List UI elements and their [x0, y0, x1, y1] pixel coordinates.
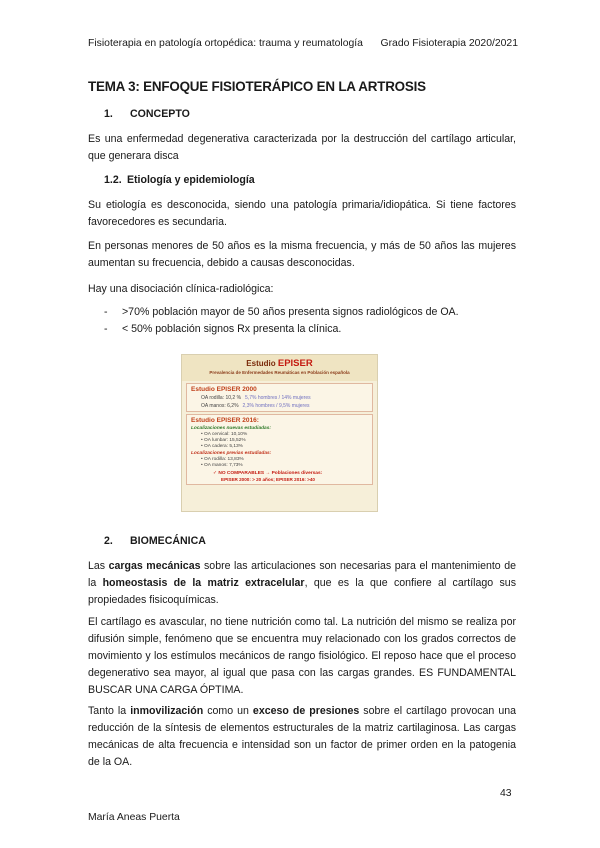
text-run: Las [88, 560, 109, 572]
figure-title-main: EPISER [277, 358, 313, 369]
paragraph-cargas [88, 558, 516, 609]
paragraph-inmovilizacion [88, 703, 516, 771]
row-label: OA rodilla: 10,2 % [201, 395, 242, 401]
text-run: Tanto la [88, 705, 131, 717]
list-item [104, 306, 459, 318]
list-item [104, 323, 341, 335]
section-heading-biomecanica [88, 535, 206, 547]
box-heading: Estudio EPISER 2000 [191, 386, 257, 393]
row-detail: 5,7% hombres / 14% mujeres [245, 395, 311, 401]
paragraph-disociacion: Hay una disociación clínica-radiológica: [88, 283, 274, 295]
box-heading: Estudio EPISER 2016: [191, 417, 259, 424]
figure-item-text: OA lumbar: 15,52% [204, 438, 246, 443]
row-detail: 2,3% hombres / 9,5% mujeres [242, 403, 310, 409]
figure-row [191, 395, 368, 401]
header-degree: Grado Fisioterapia 2020/2021 [380, 38, 518, 49]
figure-item-text: OA rodilla: 13,83% [204, 457, 244, 462]
figure-item-text: OA cervical: 10,10% [204, 432, 248, 437]
paragraph-frecuencia: En personas menores de 50 años es la misma frecuencia, y más de 50 años las mujeres aumentan su frecuencia, debido a causas desconocidas. [88, 240, 516, 269]
figure-item: • OA lumbar: 15,52% [201, 438, 246, 443]
figure-title-prefix: Estudio [246, 359, 276, 368]
bullet-text: >70% población mayor de 50 años presenta signos radiológicos de OA. [122, 306, 459, 318]
figure-item: • OA manos: 7,73% [201, 463, 243, 468]
section-number: 2. [104, 535, 113, 547]
text-run: sobre las articulaciones son necesarias para el mantenimiento de la [88, 560, 516, 589]
author-name: María Aneas Puerta [88, 812, 180, 823]
figure-item-text: OA cadera: 5,13% [204, 444, 243, 449]
page-title: TEMA 3: ENFOQUE FISIOTERÁPICO EN LA ARTROSIS [88, 79, 426, 94]
bold-term: inmovilización [130, 705, 204, 717]
figure-title [182, 358, 377, 369]
subsection-title: Etiología y epidemiología [126, 174, 255, 186]
figure-banner [182, 355, 377, 381]
bullet-text: < 50% población signos Rx presenta la clínica. [122, 323, 342, 335]
text-run: como un [203, 705, 253, 717]
figure-item: • OA rodilla: 13,83% [201, 457, 244, 462]
bullet-dash: - [104, 306, 108, 318]
page-number: 43 [500, 788, 512, 799]
paragraph-cartilago: El cartílago es avascular, no tiene nutrición como tal. La nutrición del mismo se realiza por difusión simple, fenómeno que se encuentra muy relacionado con los grados correctos de movimiento y los estímulos mecánicos de rango fisiológico. El reposo hace que el proceso degenerativo sea mayor, al igual que pasa con las cargas grandes. ES FUNDAMENTAL BUSCAR UNA CARGA ÓPTIMA. [88, 616, 516, 696]
subsection-number: 1.2. [104, 174, 122, 186]
figure-subtitle: Prevalencia de Enfermedades Reumáticas en Población española [209, 370, 350, 375]
figure-item: • OA cadera: 5,13% [201, 444, 243, 449]
section-heading-concepto [88, 108, 190, 120]
bold-term: cargas mecánicas [108, 560, 201, 572]
header-course: Fisioterapia en patología ortopédica: trauma y reumatología [88, 38, 363, 49]
section-title: CONCEPTO [130, 108, 190, 120]
bold-term: exceso de presiones [252, 705, 360, 717]
figure-item-text: OA manos: 7,73% [204, 463, 243, 468]
paragraph-concepto: Es una enfermedad degenerativa caracterizada por la destrucción del cartílago articular, que generara disca [88, 133, 516, 162]
section-title: BIOMECÁNICA [130, 535, 206, 547]
row-label: OA manos: 6,2% [201, 403, 239, 409]
figure-row [191, 403, 368, 409]
box-subheading: Localizaciones nuevas estudiadas: [191, 426, 271, 431]
paragraph-etiologia: Su etiología es desconocida, siendo una patología primaria/idiopática. Si tiene factores favorecedores es secundaria. [88, 199, 516, 228]
episer-2000-box [186, 383, 373, 412]
section-number: 1. [104, 108, 113, 120]
episer-study-figure [181, 354, 378, 512]
figure-item: • OA cervical: 10,10% [201, 432, 248, 437]
figure-note: ✓ NO COMPARABLES → Poblaciones diversas: [213, 471, 323, 476]
subsection-heading-etiologia [88, 174, 255, 186]
episer-2016-box [186, 414, 373, 485]
text-run: , que es la que confiere al cartílago sus propiedades fisicoquímicas. [88, 577, 516, 606]
bullet-dash: - [104, 323, 108, 335]
bold-term: homeostasis de la matriz extracelular [102, 577, 305, 589]
text-run: sobre el cartílago provocan una reducción de la síntesis de elementos estructurales de la matriz cartilaginosa. Las cargas mecánicas de alta frecuencia e intensidad son un factor de primer orden en la patogenia de la OA. [88, 705, 516, 768]
figure-note-detail: EPISER 2000: > 20 años; EPISER 2016: >40 [221, 477, 315, 482]
page-header [88, 38, 518, 49]
box-subheading: Localizaciones previas estudiadas: [191, 451, 272, 456]
